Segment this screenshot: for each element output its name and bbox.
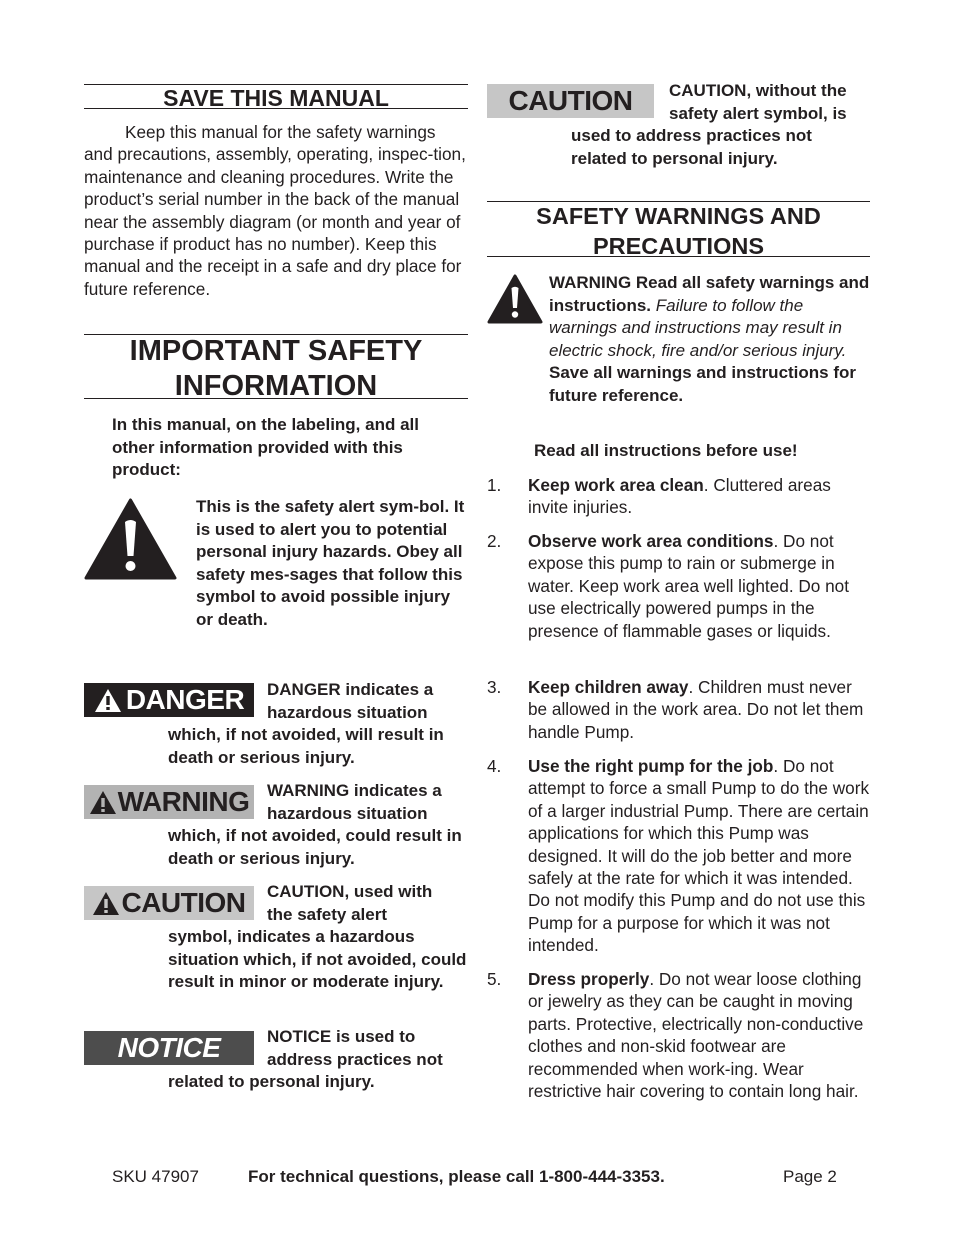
caution-alert-icon <box>92 891 120 916</box>
warning-line1: WARNING indicates a <box>267 781 442 800</box>
caution-rest: symbol, indicates a hazardous situation which, if not avoided, could result in minor or moderate injury. <box>168 927 467 991</box>
safety-heading-line1: SAFETY WARNINGS AND <box>536 203 821 229</box>
footer-sku: SKU 47907 <box>112 1167 199 1186</box>
notice-line1: NOTICE is used to <box>267 1027 416 1046</box>
caution-ns-rest: used to address practices not related to personal injury. <box>571 126 812 168</box>
list-item-title: Keep children away <box>528 677 689 697</box>
warning-triangle-icon <box>487 274 543 324</box>
important-safety-heading <box>84 334 468 404</box>
list-item-number: 4. <box>487 756 502 776</box>
alert-symbol-description: This is the safety alert sym-bol. It is used to alert you to potential personal injury hazards. Obey all safety mes-sages that follow this symbol to avoid possible injury or death. <box>196 497 465 629</box>
warning-line2: hazardous situation <box>267 803 428 823</box>
list-item-text: . Do not expose this pump to rain or submerge in water. Keep work area well lighted. Do not use electrically powered pumps in the presence of flammable gases or liquids. <box>528 531 850 641</box>
footer-tech-support: For technical questions, please call 1-800-444-3353. <box>248 1167 665 1186</box>
list-item-text: . Do not attempt to force a small Pump to do the work of a larger industrial Pump. There are certain applications for which this Pump was designed. It will do the job better and more safely at the rate for which it was intended. Do not modify this Pump and do not use this Pump for a purpose for which it was not intended. <box>528 756 870 956</box>
list-item-text: . Do not wear loose clothing or jewelry as they can be caught in moving parts. Protective, electrically non-conductive clothes and non-skid footwear are recommended when work-ing. Wear restrictive hair covering to contain long hair. <box>528 969 864 1102</box>
danger-rest: which, if not avoided, will result in death or serious injury. <box>168 725 444 767</box>
list-item-body <box>528 676 871 743</box>
danger-line2: hazardous situation <box>267 702 428 722</box>
warning-alert-icon <box>89 790 117 815</box>
warning-italic-text: Failure to follow the warnings and instructions may result in electric shock, fire and/or serious injury. <box>549 295 847 360</box>
warning-rest: which, if not avoided, could result in death or serious injury. <box>168 826 462 868</box>
danger-line1: DANGER indicates a <box>267 680 434 699</box>
list-item-title: Dress properly <box>528 969 650 989</box>
rule-important-bottom <box>84 398 468 399</box>
important-heading-line2: INFORMATION <box>174 370 378 402</box>
list-item-number: 3. <box>487 677 502 697</box>
notice-label-text: NOTICE <box>117 1032 221 1063</box>
important-heading-line1: IMPORTANT SAFETY <box>129 335 423 367</box>
list-item-number: 1. <box>487 475 502 495</box>
caution-line2: the safety alert <box>267 904 387 924</box>
warning-label-text: WARNING <box>117 786 250 817</box>
caution-description <box>168 881 468 994</box>
list-item-text: . Children must never be allowed in the work area. Do not let them handle Pump. <box>528 677 864 742</box>
list-item-title: Keep work area clean <box>528 475 704 495</box>
save-manual-heading: SAVE THIS MANUAL <box>163 85 389 111</box>
caution-no-symbol-text: CAUTION <box>508 85 633 116</box>
list-item-body <box>528 530 871 642</box>
list-item-title: Use the right pump for the job <box>528 756 774 776</box>
list-item-title: Observe work area conditions <box>528 531 774 551</box>
footer-page-number: Page 2 <box>783 1167 837 1186</box>
caution-label-text: CAUTION <box>121 887 246 918</box>
safety-alert-icon <box>84 498 177 580</box>
danger-description <box>168 679 468 769</box>
save-manual-paragraph <box>84 121 468 300</box>
caution-line1: CAUTION, used with <box>267 882 433 901</box>
danger-alert-icon <box>94 688 122 713</box>
rule-under-heading <box>84 108 468 109</box>
safety-heading-line2: PRECAUTIONS <box>592 233 765 259</box>
rule-safety-bottom <box>487 256 870 257</box>
save-manual-text: Keep this manual for the safety warnings and precautions, assembly, operating, inspec-tion, maintenance and cleaning procedures. Write the product’s serial number in the back of the manual near the assembly diagram (or month and year of purchase if product has no number). Keep this manual and the receipt in a safe and dry place for future reference. <box>84 122 466 299</box>
caution-ns-line1: CAUTION, without the <box>669 81 847 100</box>
list-item-number: 2. <box>487 531 502 551</box>
notice-description <box>168 1026 468 1094</box>
notice-line2: address practices not <box>267 1049 443 1069</box>
caution-ns-line2: safety alert symbol, is <box>669 103 847 123</box>
read-all-instructions: Read all instructions before use! <box>534 441 798 460</box>
safety-warnings-heading <box>487 201 870 261</box>
list-item-body <box>528 755 871 957</box>
list-item-number: 5. <box>487 969 502 989</box>
intro-text: In this manual, on the labeling, and all other information provided with this product: <box>112 415 419 479</box>
warning-bold-text: WARNING Read all safety warnings and instructions. <box>549 273 870 315</box>
list-item-body <box>528 474 871 519</box>
danger-label-text: DANGER <box>125 684 245 715</box>
list-item-body <box>528 968 871 1102</box>
warning-description <box>168 780 468 870</box>
list-item-text: . Cluttered areas invite injuries. <box>528 475 831 518</box>
notice-rest: related to personal injury. <box>168 1072 375 1091</box>
save-note-text: Save all warnings and instructions for future reference. <box>549 363 857 405</box>
caution-no-symbol-description <box>571 80 871 170</box>
warning-read-block <box>549 272 874 407</box>
